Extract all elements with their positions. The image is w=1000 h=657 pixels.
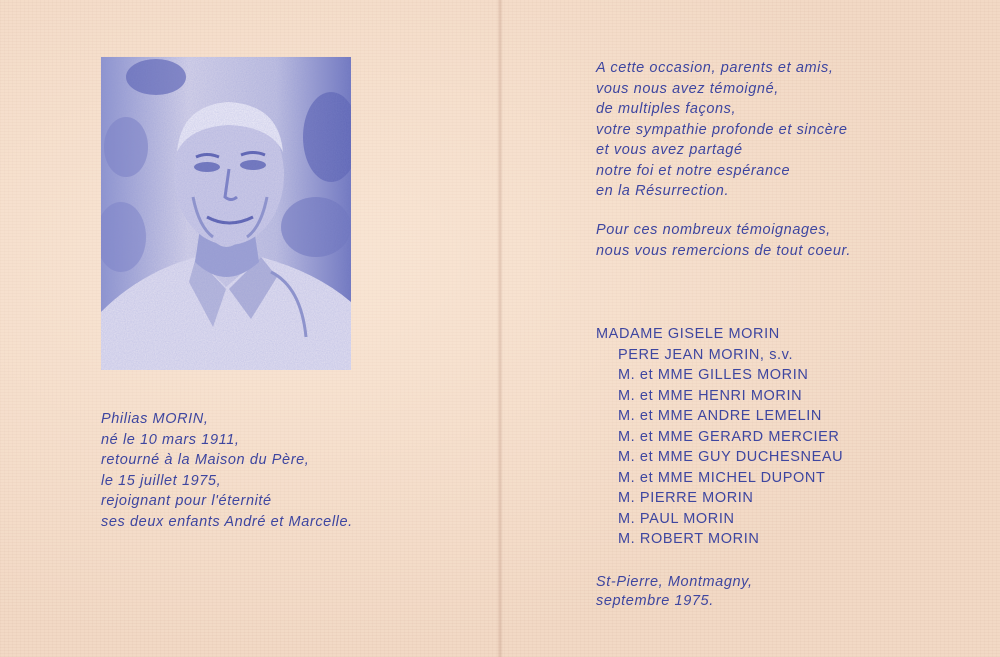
bio-line: retourné à la Maison du Père, [101,452,310,468]
family-member: M. et MME HENRI MORIN [618,387,803,404]
portrait-photo [101,57,351,370]
family-list [596,324,843,550]
family-member: M. et MME ANDRE LEMELIN [618,408,822,424]
bio-line: Philias MORIN, [101,411,209,427]
thanks-text [596,58,848,202]
closing-line: Pour ces nombreux témoignages, [596,222,831,238]
place-line: St-Pierre, Montmagny, [596,574,753,590]
portrait-photo-icon [101,57,351,370]
bio-line: ses deux enfants André et Marcelle. [101,513,353,530]
family-member: M. ROBERT MORIN [618,531,760,547]
bio-line: le 15 juillet 1975, [101,472,222,489]
thanks-line: A cette occasion, parents et amis, [596,60,834,76]
thanks-line: en la Résurrection. [596,183,730,199]
thanks-line: de multiples façons, [596,101,737,117]
closing-text [596,220,851,261]
family-member: M. PIERRE MORIN [618,490,754,506]
thanks-line: vous nous avez témoigné, [596,80,779,97]
family-member: M. PAUL MORIN [618,510,735,527]
place-date [596,573,753,611]
thanks-line: votre sympathie profonde et sincère [596,121,848,138]
card-fold [497,0,503,657]
bio-line: né le 10 mars 1911, [101,431,240,448]
closing-line: nous vous remercions de tout coeur. [596,242,852,259]
family-head: MADAME GISELE MORIN [596,326,780,342]
family-member: M. et MME GUY DUCHESNEAU [618,449,844,465]
biography-text [101,409,353,532]
family-member: M. et MME GERARD MERCIER [618,428,840,445]
thanks-line: notre foi et notre espérance [596,162,791,179]
bio-line: rejoignant pour l'éternité [101,493,272,509]
thanks-line: et vous avez partagé [596,142,743,158]
date-line: septembre 1975. [596,593,714,609]
family-member: M. et MME MICHEL DUPONT [618,469,826,486]
family-member: PERE JEAN MORIN, s.v. [618,346,794,363]
family-member: M. et MME GILLES MORIN [618,367,809,383]
